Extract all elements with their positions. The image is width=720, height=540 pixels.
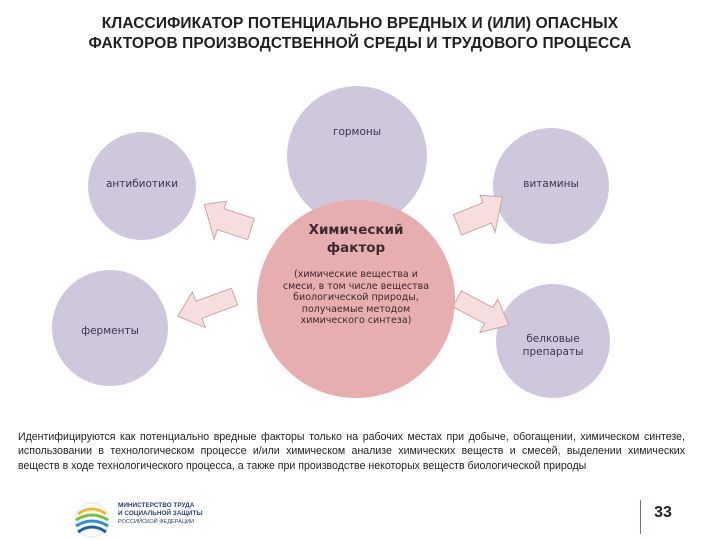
- center-title-line-1: Химический: [308, 222, 404, 238]
- node-enzymes: [52, 270, 168, 386]
- node-protein-preparations-label: [523, 333, 584, 359]
- center-title-line-2: фактор: [326, 240, 386, 256]
- ministry-name-line-1: МИНИСТЕРСТВО ТРУДА: [118, 502, 195, 509]
- ministry-name-line-3: РОССИЙСКОЙ ФЕДЕРАЦИИ: [118, 519, 195, 525]
- proteins-line-2: препараты: [522, 346, 584, 358]
- node-antibiotics-label: антибиотики: [105, 178, 179, 190]
- arrow-to-vitamins: [452, 192, 512, 242]
- title-line-2: ФАКТОРОВ ПРОИЗВОДСТВЕННОЙ СРЕДЫ И ТРУДОВОГО ПРОЦЕССА: [88, 35, 632, 52]
- ministry-name: [118, 502, 228, 526]
- ministry-name-line-2: И СОЦИАЛЬНОЙ ЗАЩИТЫ: [118, 510, 203, 517]
- proteins-line-1: белковые: [526, 333, 580, 345]
- node-antibiotics: [88, 132, 196, 240]
- title-line-1: КЛАССИФИКАТОР ПОТЕНЦИАЛЬНО ВРЕДНЫХ И (ИЛИ) ОПАСНЫХ: [101, 15, 619, 32]
- arrow-to-protein-preparations: [450, 282, 516, 340]
- page-number: 33: [654, 504, 672, 521]
- center-description: (химические вещества и смеси, в том числе вещества биологической природы, получаемые методом химического синтеза): [282, 269, 430, 327]
- arrow-to-enzymes: [172, 276, 242, 334]
- node-chemical-factor: [257, 200, 455, 398]
- node-vitamins-label: витамины: [523, 178, 579, 190]
- arrow-to-antibiotics: [196, 198, 256, 248]
- center-title: [257, 221, 455, 257]
- node-enzymes-label: ферменты: [81, 324, 139, 337]
- page-number-box: [640, 500, 685, 534]
- ministry-logo: [70, 500, 220, 540]
- ministry-emblem-icon: [70, 500, 114, 540]
- identification-note: Идентифицируются как потенциально вредные факторы только на рабочих местах при добыче, обогащении, химическом синтезе, использовании в технологическом процессе и/или химическом анализе химических веществ и смесей, выделении химических веществ в ходе технологического процесса, а также при производстве некоторых веществ биологической природы: [18, 431, 685, 472]
- node-hormones-label: гормоны: [332, 126, 382, 138]
